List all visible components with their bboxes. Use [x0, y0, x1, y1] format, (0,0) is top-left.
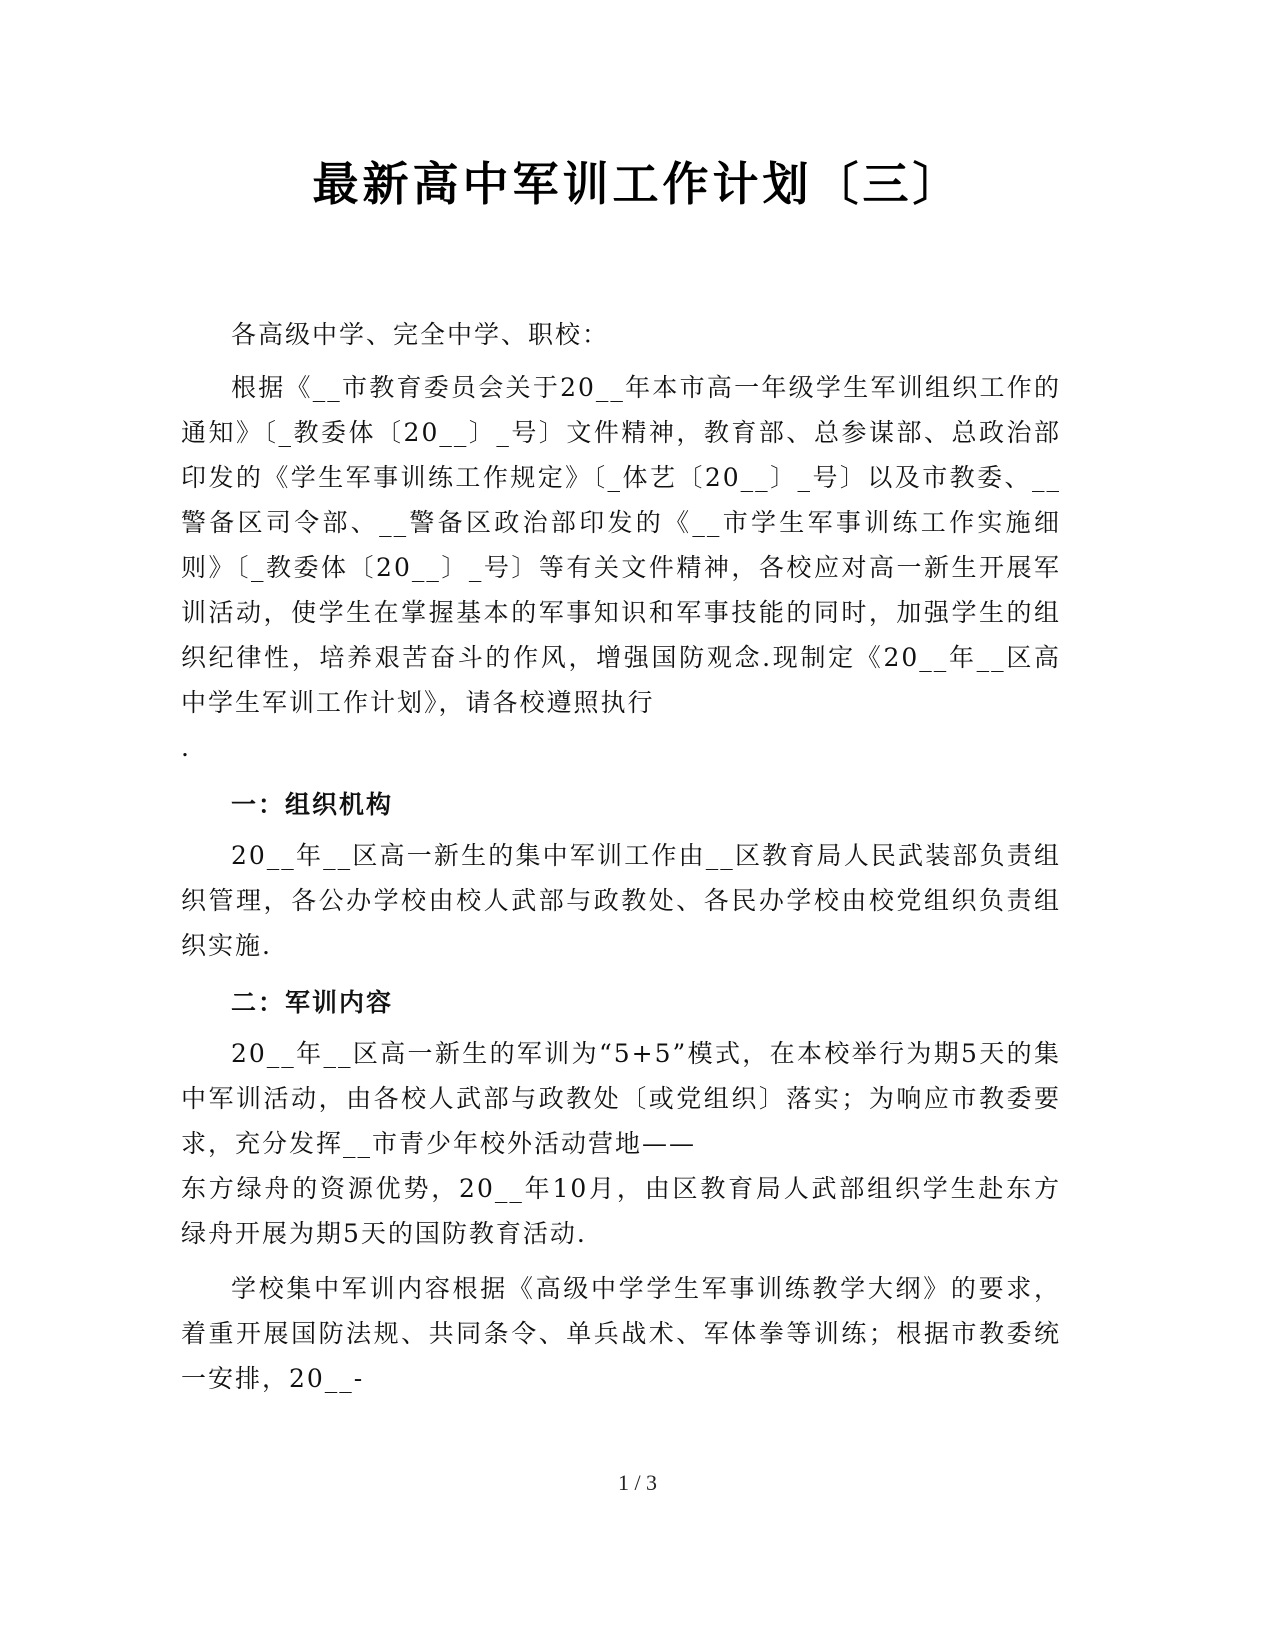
section2-heading: 二：军训内容: [231, 988, 394, 1017]
salutation: 各高级中学、完全中学、职校：: [231, 320, 610, 349]
section2-paragraph-b: 东方绿舟的资源优势，20__年10月，由区教育局人武部组织学生赴东方绿舟开展为期5天的国防教育活动.: [181, 1174, 1061, 1248]
intro-paragraph: 根据《__市教育委员会关于20__年本市高一年级学生军训组织工作的通知》〔_教委体〔20__〕_号〕文件精神，教育部、总参谋部、总政治部印发的《学生军事训练工作规定》〔_体艺〔20__〕_号〕以及市教委、__警备区司令部、__警备区政治部印发的《__市学生军事训练工作实施细则》〔_教委体〔20__〕_号〕等有关文件精神，各校应对高一新生开展军训活动，使学生在掌握基本的军事知识和军事技能的同时，加强学生的组织纪律性，培养艰苦奋斗的作风，增强国防观念.现制定《20__年__区高中学生军训工作计划》，请各校遵照执行: [181, 373, 1061, 717]
document-title: 最新高中军训工作计划〔三〕: [312, 157, 963, 211]
document-body: [181, 312, 1061, 1401]
section2-paragraph-a: 20__年__区高一新生的军训为“5+5”模式，在本校举行为期5天的集中军训活动，由各校人武部与政教处〔或党组织〕落实；为响应市教委要求，充分发挥__市青少年校外活动营地——: [181, 1039, 1061, 1158]
section1-heading: 一：组织机构: [231, 790, 394, 819]
page-number: 1 / 3: [617, 1470, 658, 1495]
section1-paragraph: 20__年__区高一新生的集中军训工作由__区教育局人民武装部负责组织管理，各公办学校由校人武部与政教处、各民办学校由校党组织负责组织实施.: [181, 841, 1061, 960]
intro-tail: .: [181, 733, 191, 762]
section2-paragraph-c: 学校集中军训内容根据《高级中学学生军事训练教学大纲》的要求，着重开展国防法规、共同条令、单兵战术、军体拳等训练；根据市教委统一安排，20__-: [181, 1274, 1061, 1393]
